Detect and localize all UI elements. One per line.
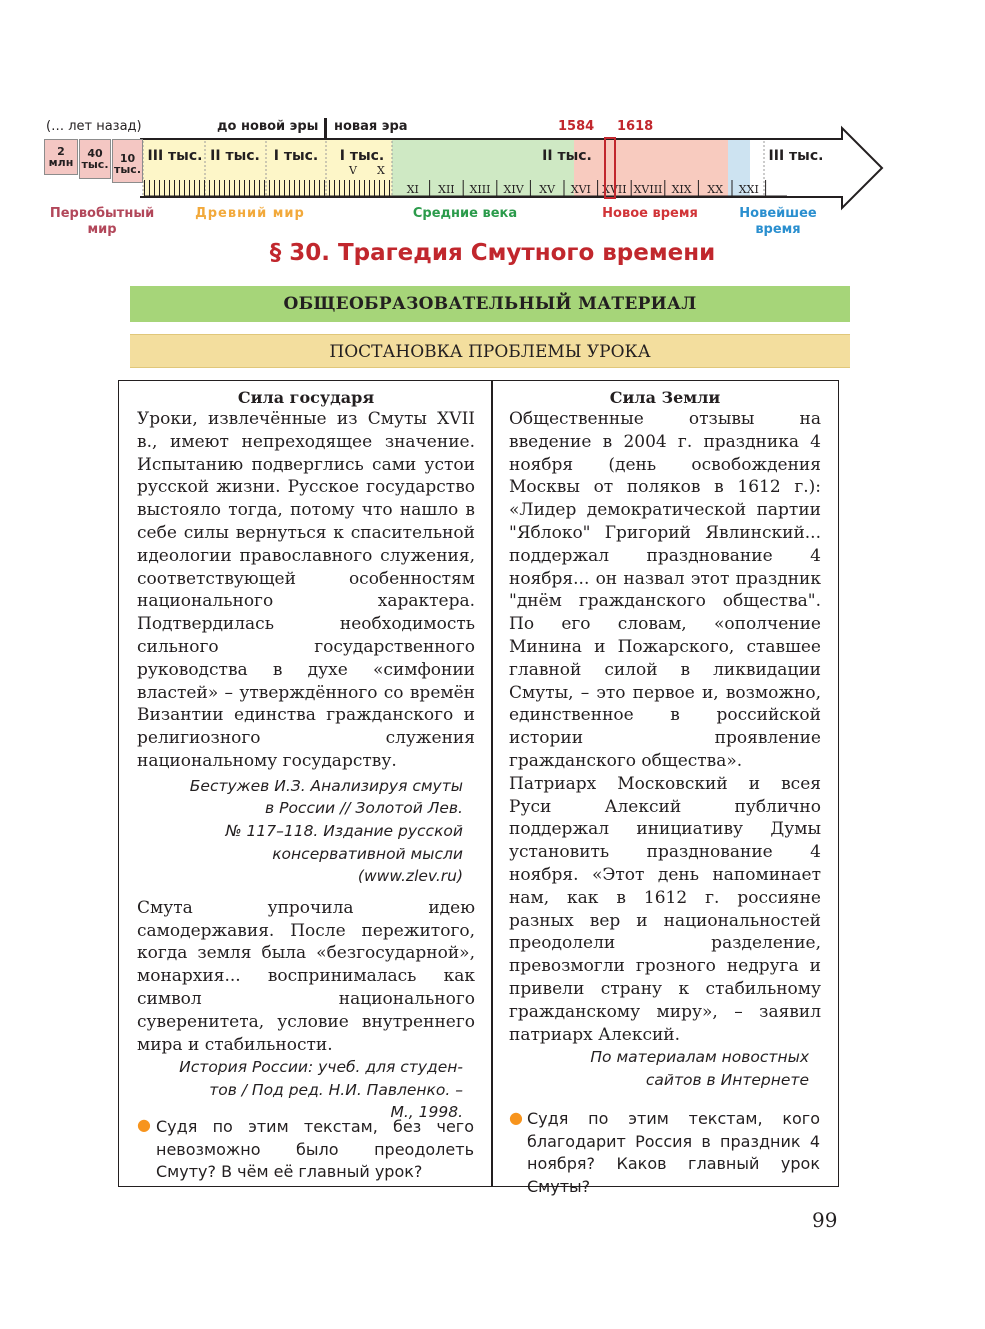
cell-1st-millennium-ce: I тыс. [339, 148, 385, 164]
cell-2-mln: 2 млн [44, 139, 78, 175]
smuta-highlight [604, 137, 616, 199]
century-label: XI [406, 183, 419, 196]
cell-2nd-millennium-bce: II тыс. [210, 148, 260, 164]
left-paragraph-1: Уроки, извлечённые из Смуты XVII в., имеют непреходящее значение. Испытанию подверглись сами устои русской жизни. Русское государство выстояло тогда, потому что нашло в себе силы вернуться к спасительной идеологии православного служения, соответствующей особенностям национального характера. Подтвердилась необходимость сильного государственного руководства в духе «симфонии властей» – утверждённого со времён Византии единства гражданского и религиозного служения национальному государству. [137, 409, 475, 771]
cell-3rd-millennium-bce: III тыс. [147, 148, 203, 164]
left-paragraph-2: Смута упрочила идею самодержавия. После пережитого, когда земля была «безгосударной», монархия... воспринималась как символ национального суверенитета, условие внутреннего мира и стабильности. [137, 897, 475, 1055]
left-citation-2: История России: учеб. для студен- тов / Под ред. Н.И. Павленко. – М., 1998. [179, 1058, 463, 1122]
century-label: XIII [469, 183, 491, 196]
century-v: V [349, 164, 357, 177]
century-label: XII [438, 183, 455, 196]
cell-2nd-millennium-ce: II тыс. [542, 148, 592, 164]
period-medieval: Средние века [412, 206, 518, 221]
right-column [509, 388, 821, 1092]
period-ancient: Древний мир [195, 206, 305, 221]
right-column-title: Сила Земли [609, 388, 721, 407]
section-title: § 30. Трагедия Смутного времени [269, 240, 716, 266]
century-label: XX [707, 183, 724, 196]
right-paragraph-1: Общественные отзывы на введение в 2004 г. праздника 4 ноября (день освобождения Москвы от поляков в 1612 г.): «Лидер демократической партии "Яблоко" Григорий Явлинский... поддержал празднование 4 ноября... он назвал этот праздник "днём гражданского общества". По его словам, «ополчение Минина и Пожарского, ставшее главной силой в ликвидации Смуты, – это первое и, возможно, единственное в российской истории проявление гражданского общества». [509, 409, 821, 771]
left-column-title: Сила государя [237, 388, 375, 407]
bullet-icon: ● [509, 1108, 523, 1127]
century-label: XIX [671, 183, 692, 196]
left-citation-1: Бестужев И.З. Анализируя смуты в России // Золотой Лев. № 117–118. Издание русской консервативной мысли (www.zlev.ru) [189, 776, 463, 886]
right-paragraph-2: Патриарх Московский и всея Руси Алексий публично поддержал инициативу Думы установить празднование 4 ноября. «Этот день напоминает нам, как в 1612 г. россияне разных вер и национальностей преодолели разделение, превозмогли грозного недруга и привели страну к стабильному гражданскому миру», – заявил патриарх Алексий. [509, 773, 821, 1045]
century-label: XVI [570, 183, 591, 196]
century-label: XXI [738, 183, 759, 196]
bullet-icon: ● [137, 1115, 151, 1134]
century-x: X [377, 164, 385, 177]
timeline-bce-label: до новой эры [217, 119, 319, 134]
timeline [0, 0, 985, 245]
timeline-ce-label: новая эра [334, 119, 408, 134]
timeline-year-1618: 1618 [617, 119, 654, 134]
century-label: XVII [602, 183, 627, 196]
right-question: Судя по этим текстам, кого благодарит Россия в праздник 4 ноября? Каков главный урок Смуты? [527, 1109, 820, 1196]
column-divider [491, 380, 493, 1187]
left-question: Судя по этим текстам, без чего невозможно было преодолеть Смуту? В чём её главный урок? [156, 1117, 474, 1181]
century-label: XV [539, 183, 556, 196]
cell-10-thousand: 10 тыс. [112, 139, 143, 183]
cell-3rd-millennium-ce: III тыс. [768, 148, 824, 164]
period-contemporary: Новейшее время [739, 206, 817, 237]
cell-1st-millennium-bce: I тыс. [273, 148, 319, 164]
timeline-ago-label: (… лет назад) [46, 119, 142, 134]
period-primitive: Первобытный мир [49, 206, 155, 237]
page-number: 99 [812, 1208, 838, 1232]
cell-40-thousand: 40 тыс. [79, 139, 111, 179]
left-column [137, 388, 475, 1124]
lesson-problem-banner: ПОСТАНОВКА ПРОБЛЕМЫ УРОКА [130, 334, 850, 368]
timeline-year-1584: 1584 [558, 119, 595, 134]
century-label: XVIII [633, 183, 663, 196]
right-citation: По материалам новостных сайтов в Интернете [590, 1048, 809, 1089]
century-label: XIV [503, 183, 524, 196]
period-modern: Новое время [602, 206, 698, 221]
general-material-banner: ОБЩЕОБРАЗОВАТЕЛЬНЫЙ МАТЕРИАЛ [130, 286, 850, 322]
